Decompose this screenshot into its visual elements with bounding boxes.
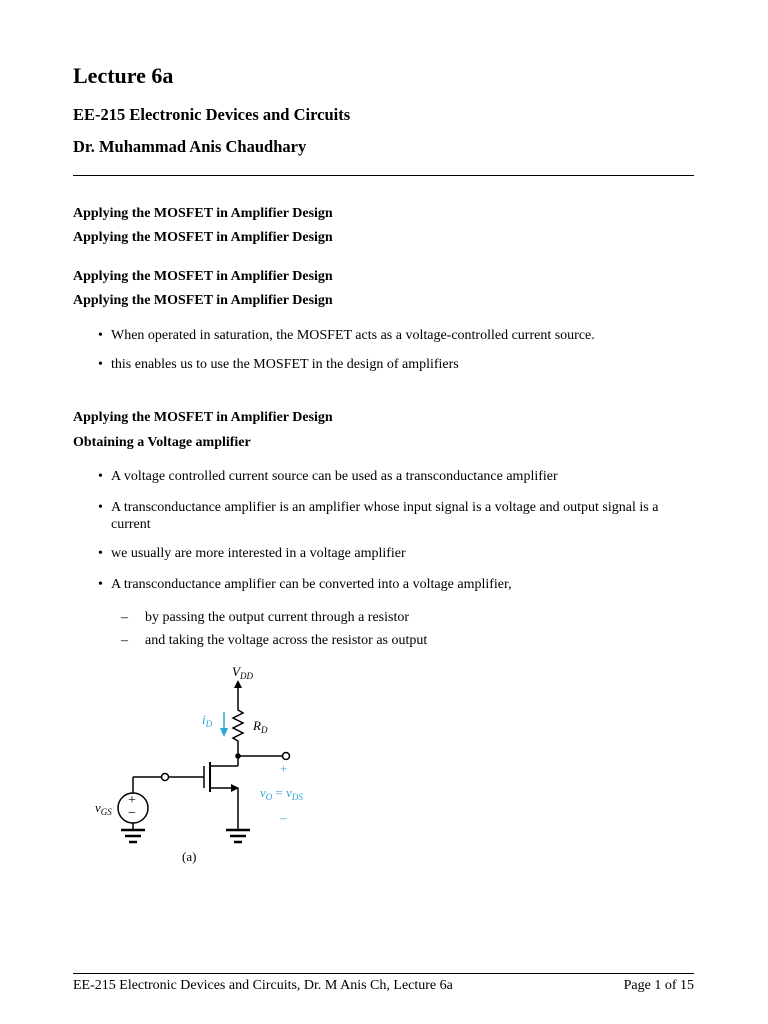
bullet-marker: • bbox=[98, 469, 103, 484]
output-plus-label: + bbox=[280, 761, 288, 776]
section-heading: Applying the MOSFET in Amplifier Design bbox=[73, 206, 333, 221]
page-number: Page 1 of 15 bbox=[623, 978, 694, 993]
list-item-text: A transconductance amplifier can be converted into a voltage amplifier, bbox=[111, 577, 512, 592]
drain-node-icon bbox=[235, 753, 241, 759]
rd-label: $R_D$ bbox=[253, 718, 268, 735]
list-item-text: A transconductance amplifier is an amplifier whose input signal is a voltage and output signal is a current bbox=[111, 500, 659, 532]
vdd-arrow-icon bbox=[234, 680, 242, 688]
output-minus-label: – bbox=[280, 810, 287, 825]
sub-list-item bbox=[121, 609, 409, 626]
gate-terminal-icon bbox=[162, 774, 169, 781]
list-item bbox=[99, 327, 694, 344]
source-plus-sign: + bbox=[128, 793, 136, 808]
list-item bbox=[99, 499, 694, 533]
vdd-label: $V_{DD}$ bbox=[232, 664, 253, 681]
resistor-rd-icon bbox=[233, 706, 243, 743]
circuit-diagram bbox=[93, 660, 353, 870]
nmos-amplifier-circuit bbox=[93, 660, 353, 870]
footer-divider bbox=[73, 973, 694, 974]
page-title: Lecture 6a bbox=[73, 63, 174, 88]
output-voltage-label: $v_O = v_{DS}$ bbox=[260, 785, 303, 802]
list-item-text: we usually are more interested in a voltage amplifier bbox=[111, 546, 406, 561]
section-subheading: Applying the MOSFET in Amplifier Design bbox=[73, 293, 333, 308]
figure-caption: (a) bbox=[182, 849, 197, 864]
dash-marker: – bbox=[121, 633, 128, 648]
section-heading: Applying the MOSFET in Amplifier Design bbox=[73, 269, 333, 284]
source-minus-sign: − bbox=[128, 806, 136, 821]
sub-list-item-text: and taking the voltage across the resistor as output bbox=[145, 633, 428, 648]
section-heading: Applying the MOSFET in Amplifier Design bbox=[73, 410, 333, 425]
footer-text: EE-215 Electronic Devices and Circuits, Dr. M Anis Ch, Lecture 6a bbox=[73, 978, 453, 993]
section-subheading: Applying the MOSFET in Amplifier Design bbox=[73, 230, 333, 245]
list-item-text: A voltage controlled current source can be used as a transconductance amplifier bbox=[111, 469, 558, 484]
bullet-marker: • bbox=[98, 546, 103, 561]
list-item bbox=[99, 576, 694, 593]
author-name: Dr. Muhammad Anis Chaudhary bbox=[73, 137, 307, 156]
list-item-text: When operated in saturation, the MOSFET acts as a voltage-controlled current source. bbox=[111, 328, 595, 343]
vgs-label: $v_{GS}$ bbox=[95, 800, 112, 817]
sub-list-item bbox=[121, 632, 427, 649]
bullet-marker: • bbox=[98, 328, 103, 343]
list-item bbox=[99, 468, 694, 485]
bullet-marker: • bbox=[98, 577, 103, 592]
bullet-marker: • bbox=[98, 500, 103, 515]
sub-list-item-text: by passing the output current through a resistor bbox=[145, 610, 410, 625]
dash-marker: – bbox=[121, 610, 128, 625]
section-subheading: Obtaining a Voltage amplifier bbox=[73, 435, 251, 450]
output-terminal-icon bbox=[283, 753, 290, 760]
bullet-marker: • bbox=[98, 357, 103, 372]
header-divider bbox=[73, 175, 694, 176]
current-arrow-icon bbox=[220, 728, 228, 737]
list-item-text: this enables us to use the MOSFET in the design of amplifiers bbox=[111, 357, 459, 372]
id-label: $i_D$ bbox=[202, 712, 213, 729]
course-title: EE-215 Electronic Devices and Circuits bbox=[73, 105, 351, 124]
list-item bbox=[99, 545, 694, 562]
document-page bbox=[73, 0, 694, 1024]
list-item bbox=[99, 356, 694, 373]
